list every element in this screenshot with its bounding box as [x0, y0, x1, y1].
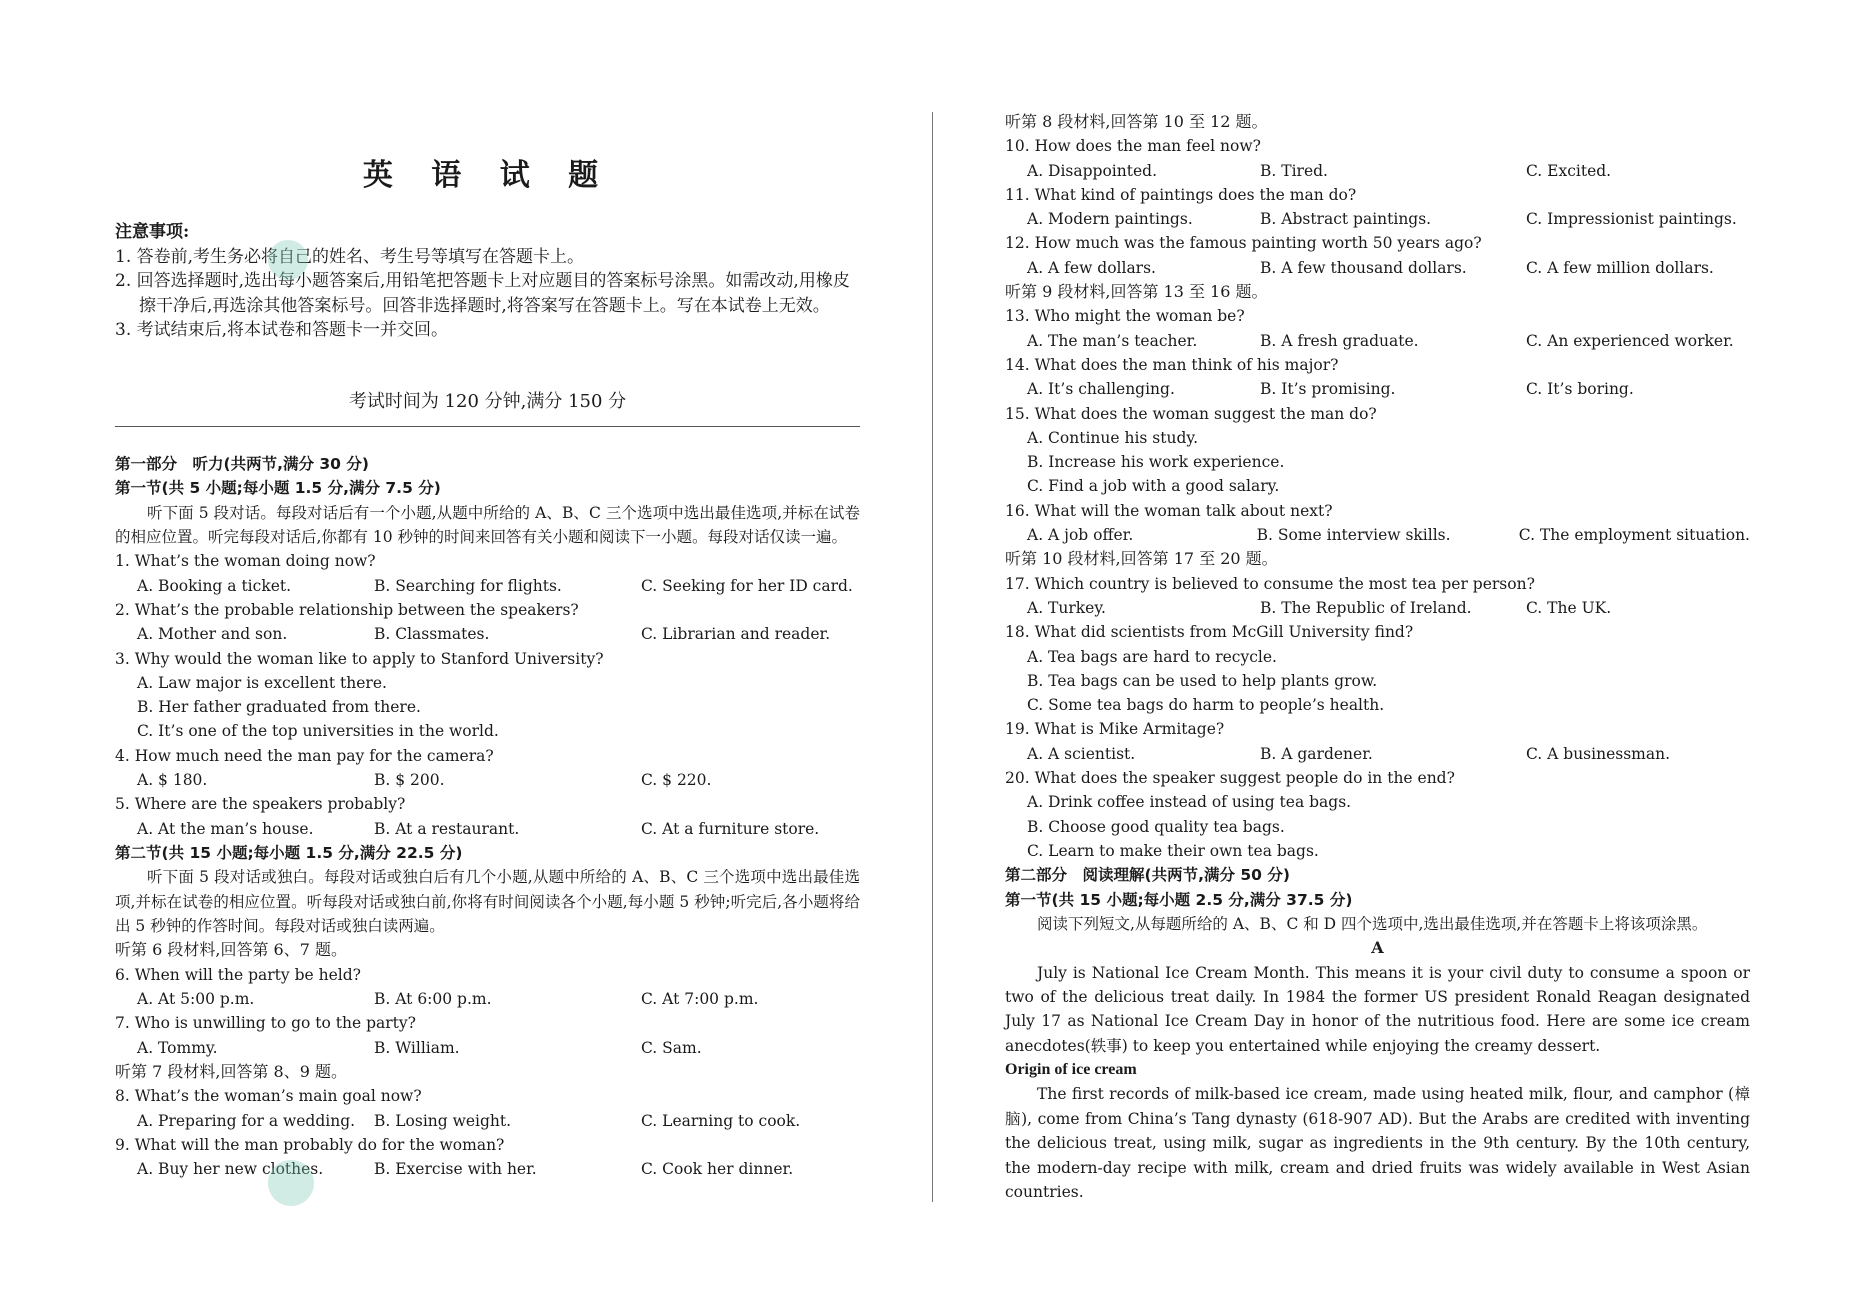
- note-item: 2. 回答选择题时,选出每小题答案后,用铅笔把答题卡上对应题目的答案标号涂黑。如需改动,用橡皮擦干净后,再选涂其他答案标号。回答非选择题时,将答案写在答题卡上。写在本试卷上无效。: [115, 271, 850, 316]
- option-b: B. Abstract paintings.: [1260, 210, 1432, 229]
- options-row: [1005, 207, 1750, 231]
- option-b: B. Searching for flights.: [374, 576, 562, 595]
- option-c: C. Librarian and reader.: [641, 625, 831, 644]
- options-row: [1005, 377, 1750, 401]
- option-b: B. It’s promising.: [1260, 380, 1396, 399]
- option-c: C. Cook her dinner.: [641, 1160, 794, 1179]
- option-c: C. Seeking for her ID card.: [641, 576, 853, 595]
- option-a: A. Continue his study.: [1027, 428, 1199, 447]
- question: 10. How does the man feel now?: [1005, 137, 1261, 156]
- option-b: B. Losing weight.: [374, 1111, 512, 1130]
- material-label: 听第 9 段材料,回答第 13 至 16 题。: [1005, 282, 1268, 302]
- instructions: 听下面 5 段对话或独白。每段对话或独白后有几个小题,从题中所给的 A、B、C 三个选项中选出最佳选项,并标在试卷的相应位置。听每段对话或独白前,你将有时间阅读各个小题,每小题 5 秒钟;听完后,各小题将给出 5 秒钟的作答时间。每段对话或独白读两遍。: [115, 868, 860, 936]
- option-a: A. Disappointed.: [1027, 161, 1157, 180]
- option-a: A. Drink coffee instead of using tea bags.: [1027, 793, 1352, 812]
- option-a: A. A job offer.: [1027, 526, 1134, 545]
- option-a: A. At 5:00 p.m.: [137, 990, 255, 1009]
- option-c: C. A few million dollars.: [1526, 258, 1714, 277]
- question: 16. What will the woman talk about next?: [1005, 501, 1333, 520]
- material-label: 听第 6 段材料,回答第 6、7 题。: [115, 940, 347, 960]
- options-row: [1005, 596, 1750, 620]
- options-row: [1005, 329, 1750, 353]
- option-b: B. Her father graduated from there.: [137, 698, 421, 717]
- section-heading: 第一节(共 15 小题;每小题 2.5 分,满分 37.5 分): [1005, 890, 1353, 909]
- option-c: C. An experienced worker.: [1526, 331, 1734, 350]
- option-a: A. Booking a ticket.: [137, 576, 292, 595]
- option-a: A. $ 180.: [137, 771, 208, 790]
- option-c: C. Sam.: [641, 1038, 702, 1057]
- passage-subheading: Origin of ice cream: [1005, 1061, 1137, 1079]
- option-c: C. It’s one of the top universities in the world.: [137, 722, 499, 741]
- options-row: [115, 817, 860, 841]
- material-label: 听第 10 段材料,回答第 17 至 20 题。: [1005, 549, 1278, 569]
- instructions: 阅读下列短文,从每题所给的 A、B、C 和 D 四个选项中,选出最佳选项,并在答题卡上将该项涂黑。: [1037, 914, 1708, 933]
- options-row: [115, 768, 860, 792]
- option-b: B. Exercise with her.: [374, 1160, 537, 1179]
- option-a: A. The man’s teacher.: [1027, 331, 1198, 350]
- option-a: A. Modern paintings.: [1027, 210, 1193, 229]
- option-c: C. Learning to cook.: [641, 1111, 801, 1130]
- listening-section: [115, 452, 860, 1181]
- option-b: B. Increase his work experience.: [1027, 453, 1285, 472]
- question: 19. What is Mike Armitage?: [1005, 720, 1225, 739]
- option-b: B. At a restaurant.: [374, 819, 520, 838]
- option-b: B. Tea bags can be used to help plants grow.: [1027, 671, 1378, 690]
- option-a: A. Buy her new clothes.: [137, 1160, 324, 1179]
- question: 11. What kind of paintings does the man do?: [1005, 185, 1357, 204]
- option-b: B. Classmates.: [374, 625, 490, 644]
- column-divider: [932, 112, 933, 1202]
- notes-section: [115, 220, 860, 343]
- option-c: C. Impressionist paintings.: [1526, 210, 1737, 229]
- option-b: B. A gardener.: [1260, 744, 1373, 763]
- page-title: 英 语 试 题: [362, 158, 613, 193]
- material-label: 听第 8 段材料,回答第 10 至 12 题。: [1005, 112, 1268, 131]
- option-b: B. The Republic of Ireland.: [1260, 598, 1472, 617]
- option-a: A. A few dollars.: [1027, 258, 1156, 277]
- option-c: C. The UK.: [1526, 598, 1612, 617]
- listening-continued: [1005, 110, 1750, 1204]
- passage-paragraph: The first records of milk-based ice cream, made using heated milk, flour, and camphor (樟脑), come from China’s Tang dynasty (618-907 AD). But the Arabs are credited with inventing the delicious treat, using milk, sugar as ingredients in the 9th century. By the 10th century, the modern-day recipe with milk, cream and dried fruits was widely available in West Asian countries.: [1005, 1085, 1750, 1202]
- question: 9. What will the man probably do for the woman?: [115, 1135, 505, 1154]
- question: 15. What does the woman suggest the man do?: [1005, 404, 1377, 423]
- question: 4. How much need the man pay for the camera?: [115, 746, 494, 765]
- options-row: [1005, 159, 1750, 183]
- options-row: [115, 1109, 860, 1133]
- option-b: B. At 6:00 p.m.: [374, 990, 492, 1009]
- options-row: [115, 622, 860, 646]
- material-label: 听第 7 段材料,回答第 8、9 题。: [115, 1061, 347, 1081]
- option-b: B. Tired.: [1260, 161, 1328, 180]
- question: 7. Who is unwilling to go to the party?: [115, 1014, 416, 1033]
- question: 20. What does the speaker suggest people do in the end?: [1005, 769, 1455, 788]
- section-heading: 第一节(共 5 小题;每小题 1.5 分,满分 7.5 分): [115, 479, 441, 498]
- question: 13. Who might the woman be?: [1005, 307, 1245, 326]
- option-a: A. It’s challenging.: [1027, 380, 1175, 399]
- part-heading: 第一部分 听力(共两节,满分 30 分): [115, 455, 369, 473]
- option-c: C. Learn to make their own tea bags.: [1027, 841, 1319, 860]
- passage-label: A: [1371, 938, 1384, 958]
- question: 2. What’s the probable relationship between the speakers?: [115, 601, 579, 619]
- option-b: B. A few thousand dollars.: [1260, 258, 1467, 277]
- options-row: [115, 574, 860, 598]
- option-c: C. At 7:00 p.m.: [641, 990, 759, 1009]
- instructions: 听下面 5 段对话。每段对话后有一个小题,从题中所给的 A、B、C 三个选项中选出最佳选项,并标在试卷的相应位置。听完每段对话后,你都有 10 秒钟的时间来回答有关小题和阅读下一小题。每段对话仅读一遍。: [115, 503, 860, 546]
- options-row: [1005, 256, 1750, 280]
- note-item: 1. 答卷前,考生务必将自己的姓名、考生号等填写在答题卡上。: [115, 246, 585, 267]
- option-a: A. Tea bags are hard to recycle.: [1027, 647, 1277, 666]
- question: 6. When will the party be held?: [115, 965, 361, 984]
- note-item: 3. 考试结束后,将本试卷和答题卡一并交回。: [115, 320, 449, 340]
- option-a: A. A scientist.: [1027, 744, 1136, 763]
- question: 8. What’s the woman’s main goal now?: [115, 1087, 422, 1106]
- option-b: B. Choose good quality tea bags.: [1027, 817, 1285, 836]
- option-a: A. Preparing for a wedding.: [137, 1111, 356, 1130]
- options-row: [115, 1157, 860, 1181]
- options-row: [1005, 742, 1750, 766]
- option-a: A. At the man’s house.: [137, 819, 314, 838]
- option-c: C. Excited.: [1526, 161, 1612, 180]
- watermark-icon: [268, 240, 308, 280]
- option-a: A. Tommy.: [137, 1038, 218, 1057]
- question: 14. What does the man think of his major?: [1005, 355, 1339, 374]
- section-heading: 第二节(共 15 小题;每小题 1.5 分,满分 22.5 分): [115, 843, 463, 862]
- question: 1. What’s the woman doing now?: [115, 552, 376, 571]
- part-heading: 第二部分 阅读理解(共两节,满分 50 分): [1005, 866, 1290, 885]
- divider-line: [115, 426, 860, 427]
- watermark-icon: [268, 1160, 314, 1206]
- option-c: C. Find a job with a good salary.: [1027, 477, 1280, 496]
- option-c: C. $ 220.: [641, 771, 712, 790]
- question: 17. Which country is believed to consume the most tea per person?: [1005, 574, 1535, 593]
- option-c: C. At a furniture store.: [641, 819, 820, 838]
- question: 5. Where are the speakers probably?: [115, 795, 406, 814]
- option-b: B. A fresh graduate.: [1260, 331, 1419, 350]
- options-row: [115, 987, 860, 1011]
- option-a: A. Law major is excellent there.: [137, 673, 387, 692]
- exam-time: 考试时间为 120 分钟,满分 150 分: [348, 391, 627, 412]
- question: 12. How much was the famous painting worth 50 years ago?: [1005, 234, 1482, 253]
- option-c: C. It’s boring.: [1526, 380, 1634, 399]
- option-c: C. The employment situation.: [1518, 526, 1750, 545]
- option-c: C. A businessman.: [1526, 744, 1671, 763]
- options-row: [115, 1036, 860, 1060]
- option-c: C. Some tea bags do harm to people’s health.: [1027, 696, 1385, 715]
- option-b: B. William.: [374, 1038, 460, 1057]
- option-a: A. Turkey.: [1027, 598, 1106, 617]
- option-a: A. Mother and son.: [137, 625, 288, 644]
- question: 18. What did scientists from McGill University find?: [1005, 623, 1414, 642]
- option-b: B. Some interview skills.: [1256, 526, 1451, 545]
- passage-paragraph: July is National Ice Cream Month. This means it is your civil duty to consume a spoon or two of the delicious treat daily. In 1984 the former US president Ronald Reagan designated July 17 as National Ice Cream Day in honor of the nutritious food. Here are some ice cream anecdotes(轶事) to keep you entertained while enjoying the creamy dessert.: [1005, 963, 1750, 1055]
- question: 3. Why would the woman like to apply to Stanford University?: [115, 649, 604, 668]
- options-row: [1005, 523, 1750, 547]
- option-b: B. $ 200.: [374, 771, 445, 790]
- notes-heading: 注意事项:: [115, 222, 190, 242]
